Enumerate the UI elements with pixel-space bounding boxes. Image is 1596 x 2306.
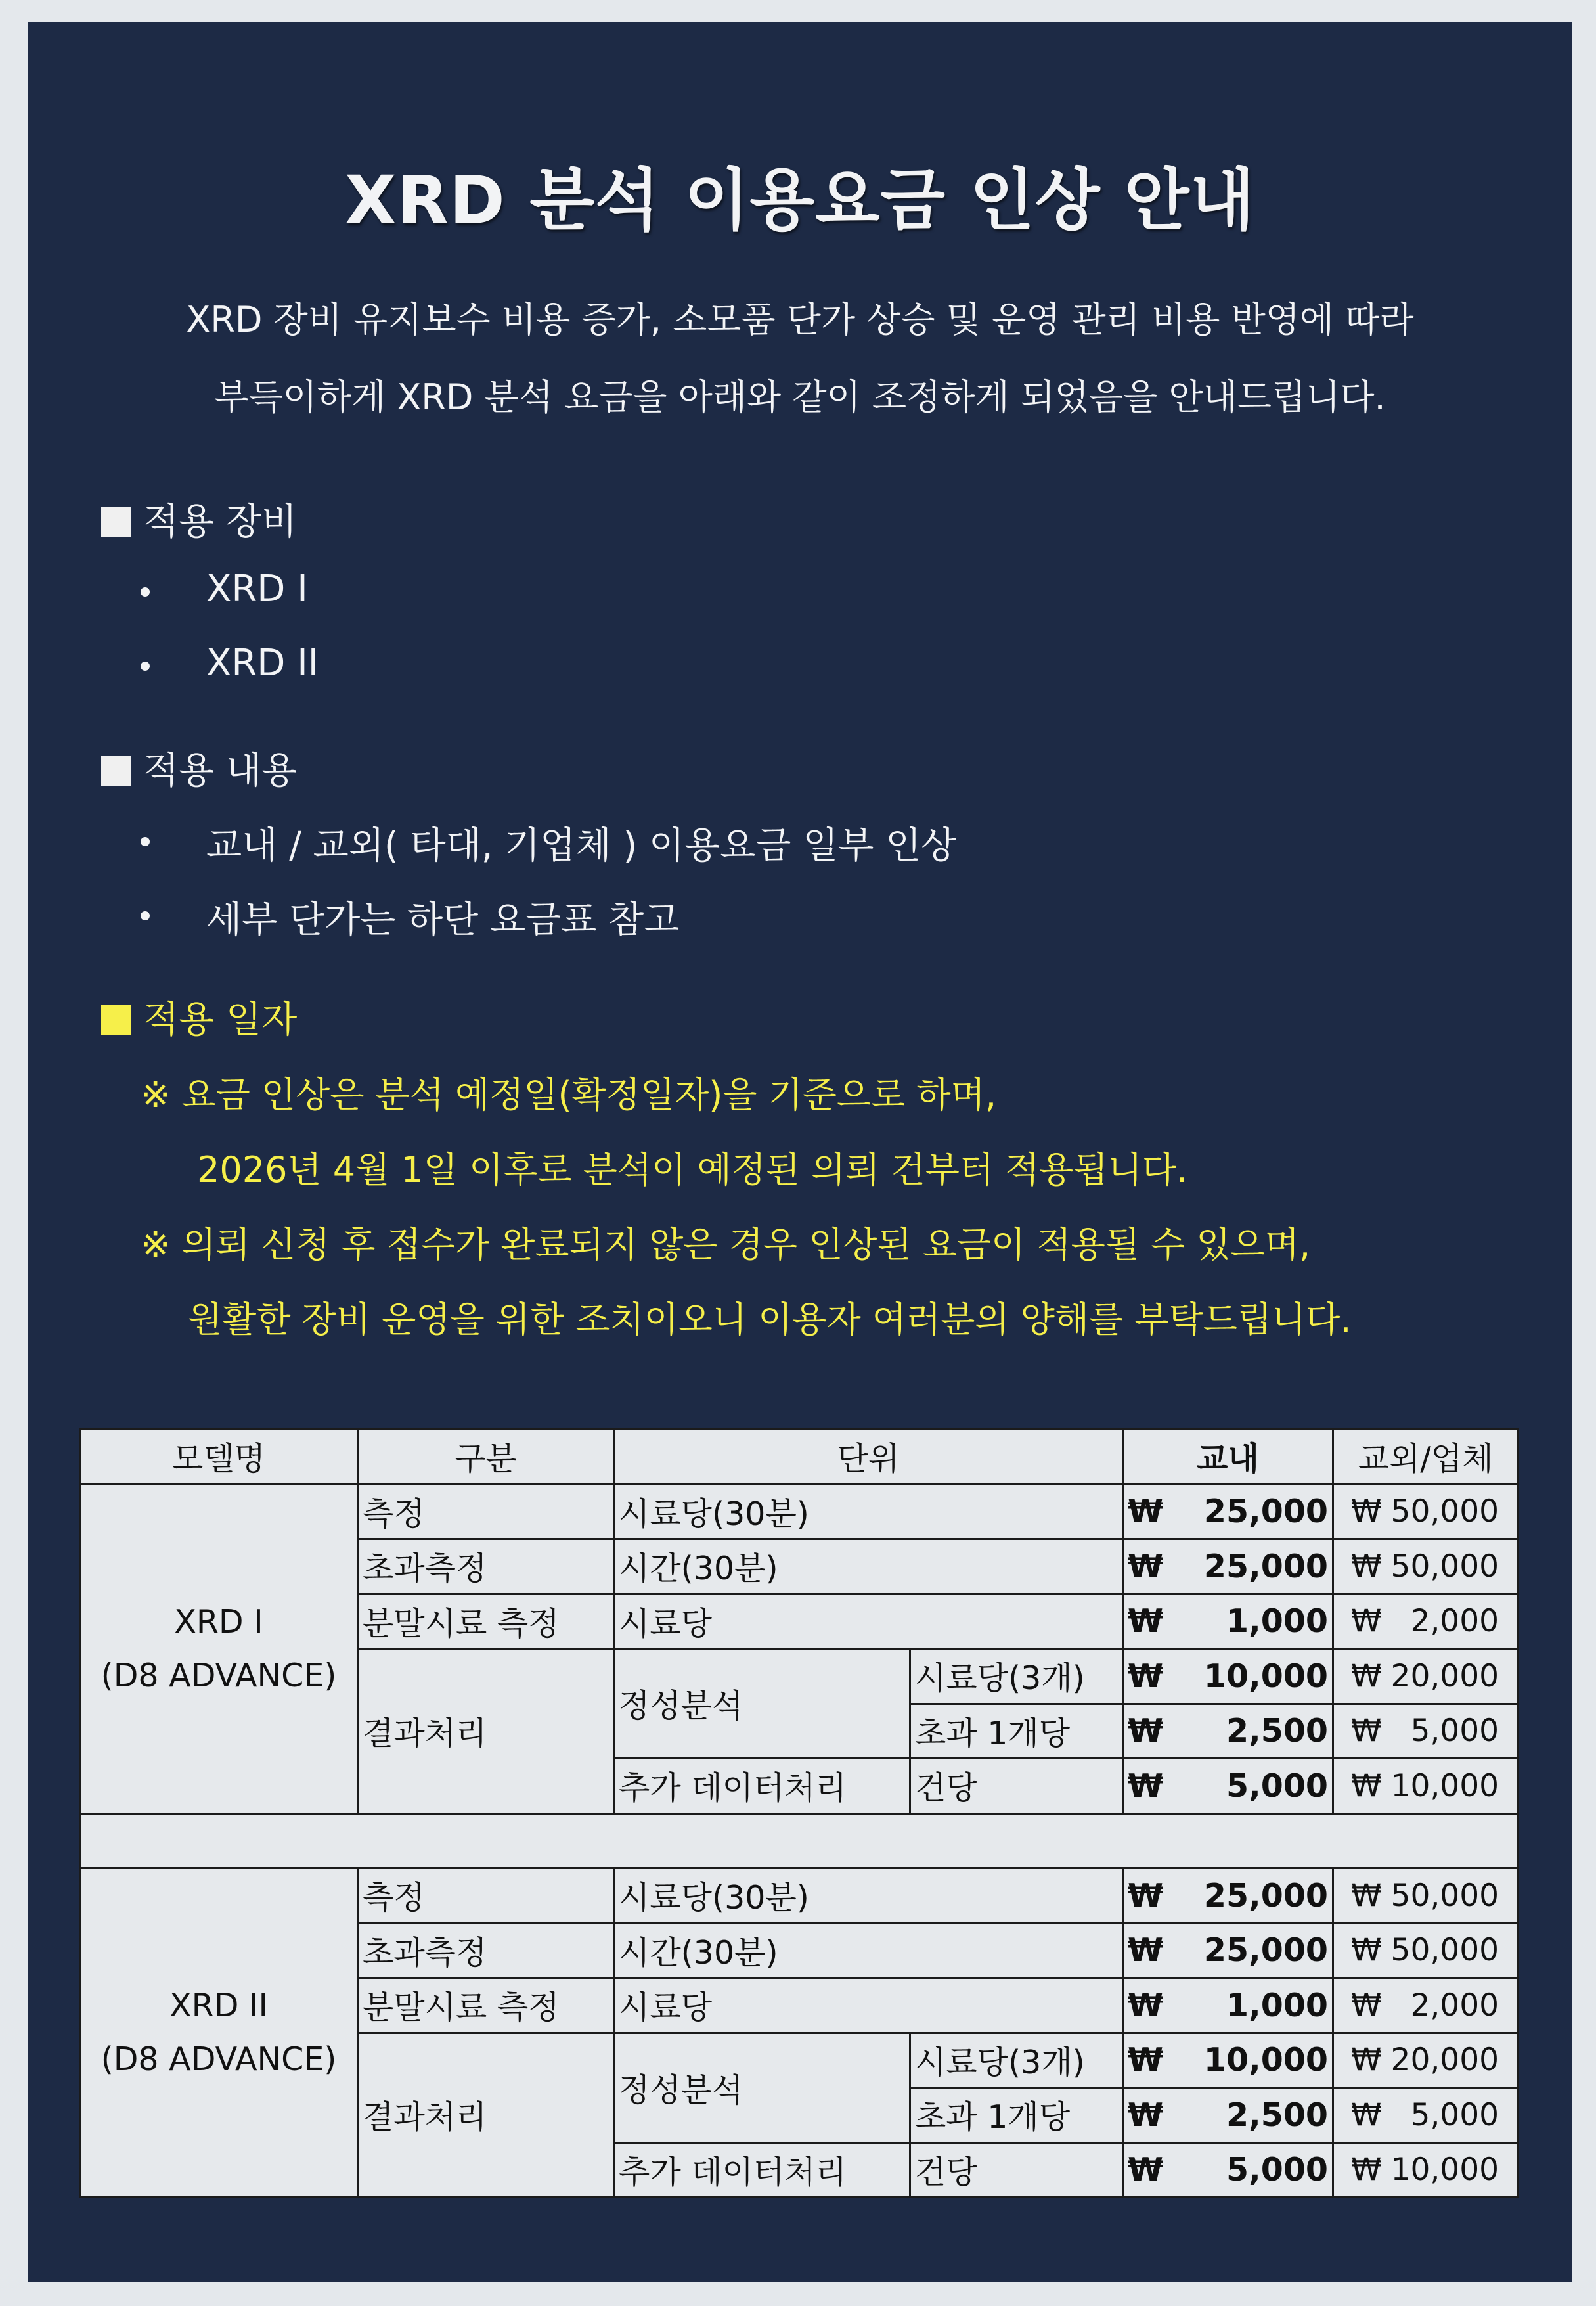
unit-cell: 추가 데이터처리 [614,2142,910,2198]
sub-unit-cell: 초과 1개당 [910,2088,1123,2143]
bullet-icon [141,662,150,671]
off-campus-price: ₩ 20,000 [1333,1649,1518,1704]
sub-unit-cell: 건당 [910,2142,1123,2198]
model-name: XRD I [174,1602,263,1640]
on-campus-price: ₩ 5,000 [1123,1759,1333,1814]
unit-cell: 추가 데이터처리 [614,1759,910,1814]
off-campus-price: ₩ 10,000 [1333,1759,1518,1814]
category-cell: 초과측정 [358,1539,614,1594]
off-campus-price: ₩ 50,000 [1333,1923,1518,1978]
date-note-4: 원활한 장비 운영을 위한 조치이오니 이용자 여러분의 양해를 부탁드립니다. [188,1299,1352,1340]
on-campus-price: ₩ 2,500 [1123,1704,1333,1759]
off-campus-price: ₩ 50,000 [1333,1868,1518,1924]
category-cell: 분말시료 측정 [358,1978,614,2033]
on-campus-price: ₩ 1,000 [1123,1978,1333,2033]
sub-unit-cell: 건당 [910,1759,1123,1814]
square-marker-icon [101,1005,131,1035]
intro-line-2: 부득이하게 XRD 분석 요금을 아래와 같이 조정하게 되었음을 안내드립니다. [214,376,1386,418]
off-campus-price: ₩ 2,000 [1333,1594,1518,1649]
table-row [80,1868,1518,1924]
bullet-icon [141,587,150,597]
on-campus-price: ₩ 10,000 [1123,1649,1333,1704]
content-item-2: 세부 단가는 하단 요금표 참고 [206,899,680,941]
unit-cell: 정성분석 [614,1649,910,1759]
won-sign: ₩ [1351,1493,1382,1530]
on-campus-price: ₩ 25,000 [1123,1539,1333,1594]
sub-unit-cell: 초과 1개당 [910,1704,1123,1759]
header-category: 구분 [358,1430,614,1485]
won-sign: ₩ [1128,1493,1164,1531]
on-campus-price: ₩ 25,000 [1123,1868,1333,1924]
header-model: 모델명 [80,1430,358,1485]
date-note-1: ※ 요금 인상은 분석 예정일(확정일자)을 기준으로 하며, [141,1074,996,1116]
model-cell [80,1484,358,1813]
unit-cell: 시료당 [614,1594,1123,1649]
unit-cell: 시료당(30분) [614,1484,1123,1539]
category-cell: 결과처리 [358,2033,614,2198]
on-campus-price: ₩ 25,000 [1123,1484,1333,1539]
model-type: (D8 ADVANCE) [100,2041,337,2078]
category-cell: 초과측정 [358,1923,614,1978]
off-campus-price: ₩ 5,000 [1333,1704,1518,1759]
unit-cell: 시간(30분) [614,1539,1123,1594]
unit-cell: 시료당 [614,1978,1123,2033]
section-content-heading: 적용 내용 [143,750,298,792]
model-cell [80,1868,358,2198]
bullet-icon [141,837,150,846]
unit-cell: 시간(30분) [614,1923,1123,1978]
date-note-2: 2026년 4월 1일 이후로 분석이 예정된 의뢰 건부터 적용됩니다. [197,1149,1188,1190]
unit-cell: 정성분석 [614,2033,910,2142]
off-campus-price: ₩ 50,000 [1333,1484,1518,1539]
category-cell: 분말시료 측정 [358,1594,614,1649]
table-header-row [80,1430,1518,1485]
on-campus-price: ₩ 25,000 [1123,1923,1333,1978]
content-item-1: 교내 / 교외( 타대, 기업체 ) 이용요금 일부 인상 [206,825,957,867]
off-campus-price: ₩ 2,000 [1333,1978,1518,2033]
square-marker-icon [101,756,131,786]
table-row [80,1484,1518,1539]
header-off-campus: 교외/업체 [1333,1430,1518,1485]
equipment-item-2: XRD II [206,642,319,685]
section-date-heading: 적용 일자 [143,999,298,1041]
square-marker-icon [101,507,131,537]
model-type: (D8 ADVANCE) [100,1656,337,1694]
notice-poster [28,22,1572,2282]
unit-cell: 시료당(30분) [614,1868,1123,1924]
sub-unit-cell: 시료당(3개) [910,2033,1123,2088]
section-content [101,742,297,794]
off-campus-price: ₩ 20,000 [1333,2033,1518,2088]
off-campus-price: ₩ 50,000 [1333,1539,1518,1594]
section-equipment [101,493,297,545]
category-cell: 측정 [358,1484,614,1539]
header-unit: 단위 [614,1430,1123,1485]
sub-unit-cell: 시료당(3개) [910,1649,1123,1704]
page-title: XRD 분석 이용요금 인상 안내 [344,162,1256,240]
on-campus-price: ₩ 10,000 [1123,2033,1333,2088]
bullet-icon [141,911,150,920]
header-on-campus: 교내 [1123,1430,1333,1485]
on-campus-price: ₩ 1,000 [1123,1594,1333,1649]
category-cell: 결과처리 [358,1649,614,1814]
model-name: XRD II [169,1987,268,2024]
date-note-3: ※ 의뢰 신청 후 접수가 완료되지 않은 경우 인상된 요금이 적용될 수 있으며, [141,1224,1311,1265]
table-spacer-row [80,1813,1518,1868]
on-campus-price: ₩ 5,000 [1123,2142,1333,2198]
section-date [101,991,297,1043]
section-equipment-heading: 적용 장비 [143,501,298,543]
fee-table [79,1428,1519,2198]
off-campus-price: ₩ 5,000 [1333,2088,1518,2143]
off-campus-price: ₩ 10,000 [1333,2142,1518,2198]
category-cell: 측정 [358,1868,614,1924]
equipment-item-1: XRD I [206,568,308,610]
on-campus-price: ₩ 2,500 [1123,2088,1333,2143]
intro-line-1: XRD 장비 유지보수 비용 증가, 소모품 단가 상승 및 운영 관리 비용 반영에 따라 [186,299,1414,340]
